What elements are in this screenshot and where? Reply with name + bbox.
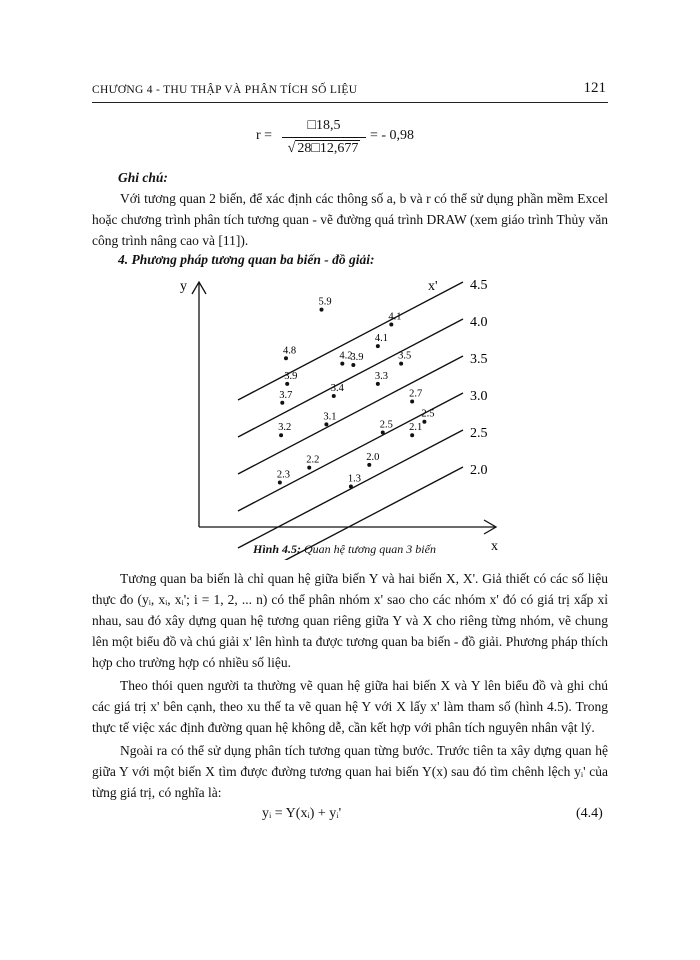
data-point [324, 422, 328, 426]
data-point-label: 1.3 [347, 473, 362, 485]
data-point-label: 2.2 [306, 454, 320, 466]
data-point [284, 356, 288, 360]
data-point-label: 4.1 [388, 311, 402, 323]
trend-line-label: 2.5 [470, 426, 488, 441]
body-paragraph-1: Tương quan ba biến là chỉ quan hệ giữa biến Y và hai biến X, X'. Giả thiết có các số liệu thực đo (yᵢ, xᵢ, xᵢ'; i = 1, 2, ... n) có thể phân nhóm x' sao cho các nhóm x' đó có giá trị xấp xỉ nhau, sau đó xây dựng quan hệ tương quan riêng giữa Y và X cho riêng từng nhóm, vẽ chung lên một biểu đồ và chú giải x' lên hình ta được tương quan ba biến - đồ giải. Phương pháp thích hợp cho trường hợp có nhiều số liệu. [92, 571, 608, 670]
data-point [351, 363, 355, 367]
page-header [92, 80, 608, 103]
body-paragraph-3: Ngoài ra có thể sử dụng phân tích tương quan từng bước. Trước tiên ta xây dựng quan hệ giữa Y với một biến X tìm được đường tương quan hai biến Y(x) sau đó tìm chênh lệch yᵢ' của từng giá trị, có nghĩa là: [92, 743, 608, 800]
data-point-label: 3.9 [350, 352, 364, 363]
data-point [367, 463, 371, 467]
note-body [92, 188, 608, 251]
equation-lhs: r = [256, 128, 273, 143]
data-point [381, 431, 385, 435]
equation-denominator: 28□12,677 [297, 141, 359, 156]
data-point [280, 401, 284, 405]
data-point-label: 2.3 [276, 469, 290, 481]
figure-caption-label: Hình 4.5: [253, 542, 302, 556]
section-title: 4. Phương pháp tương quan ba biến - đồ giải: [118, 252, 375, 267]
trend-line-label: 3.0 [470, 389, 488, 404]
body-paragraphs [92, 568, 608, 803]
data-point-label: 3.3 [374, 370, 388, 382]
data-point [279, 433, 283, 437]
data-point-label: 3.1 [323, 411, 337, 423]
data-point-label: 5.9 [318, 296, 332, 308]
data-point [340, 362, 344, 366]
data-point [278, 480, 282, 484]
data-point-label: 3.5 [398, 350, 412, 362]
equation-fraction [282, 118, 366, 157]
data-point [320, 308, 324, 312]
data-point-label: 4.1 [374, 333, 388, 345]
figure-caption [253, 542, 436, 557]
equation-rhs: = - 0,98 [370, 128, 415, 143]
x-axis-label: x [491, 539, 498, 554]
fraction-bar [282, 137, 366, 138]
data-point-label: 2.5 [421, 408, 435, 420]
x-prime-label: x' [428, 279, 438, 294]
data-point [389, 323, 393, 327]
note-title: Ghi chú: [118, 170, 168, 185]
data-point [376, 344, 380, 348]
y-axis-label: y [180, 279, 187, 294]
data-point [410, 399, 414, 403]
data-point-label: 2.1 [409, 422, 423, 434]
trend-line [238, 430, 463, 548]
data-point-label: 4.2 [339, 350, 353, 362]
data-point [399, 362, 403, 366]
data-point-label: 2.7 [409, 388, 423, 400]
equation-numerator: □18,5 [307, 118, 341, 133]
data-point-label: 2.5 [379, 419, 393, 431]
trend-line [238, 282, 463, 400]
data-point-label: 3.7 [279, 389, 293, 401]
trend-line-label: 2.0 [470, 463, 488, 478]
trend-line-label: 4.5 [470, 278, 488, 293]
data-point-label: 3.9 [284, 370, 298, 382]
data-point [410, 433, 414, 437]
data-point [307, 466, 311, 470]
trend-line-label: 3.5 [470, 352, 488, 367]
note-paragraph: Với tương quan 2 biến, để xác định các thông số a, b và r có thể sử dụng phần mềm Excel hoặc chương trình phân tích tương quan - vẽ đường quá trình DRAW (xem giáo trình Thủy văn công trình nâng cao và [11]). [92, 191, 608, 248]
data-point [285, 382, 289, 386]
data-point [332, 394, 336, 398]
equation-denominator-root: √ 28□12,677 [287, 141, 359, 156]
data-point-label: 4.8 [282, 345, 297, 357]
data-point-label: 2.0 [366, 451, 380, 463]
data-point-label: 3.2 [278, 422, 292, 434]
data-point [349, 485, 353, 489]
body-paragraph-2: Theo thói quen người ta thường vẽ quan hệ giữa hai biến X và Y lên biểu đồ và ghi chú các giá trị x' bên cạnh, theo xu thế ta vẽ quan hệ Y với X lấy x' làm tham số (hình 4.5). Trong thực tế việc xác định đường quan hệ không dễ, cần kết hợp với phân tích nguyên nhân vật lý. [92, 678, 608, 735]
data-point [376, 382, 380, 386]
data-point [422, 420, 426, 424]
trend-line-label: 4.0 [470, 315, 488, 330]
figure-caption-text: Quan hệ tương quan 3 biến [304, 542, 436, 556]
data-point-label: 3.4 [330, 383, 344, 395]
equation-number: (4.4) [576, 806, 603, 821]
chapter-title: CHƯƠNG 4 - THU THẬP VÀ PHÂN TÍCH SỐ LIỆU [92, 84, 358, 96]
correlation-chart [150, 270, 520, 560]
equation-4-4: yᵢ = Y(xᵢ) + yᵢ' [262, 806, 342, 821]
page-number: 121 [583, 80, 606, 96]
